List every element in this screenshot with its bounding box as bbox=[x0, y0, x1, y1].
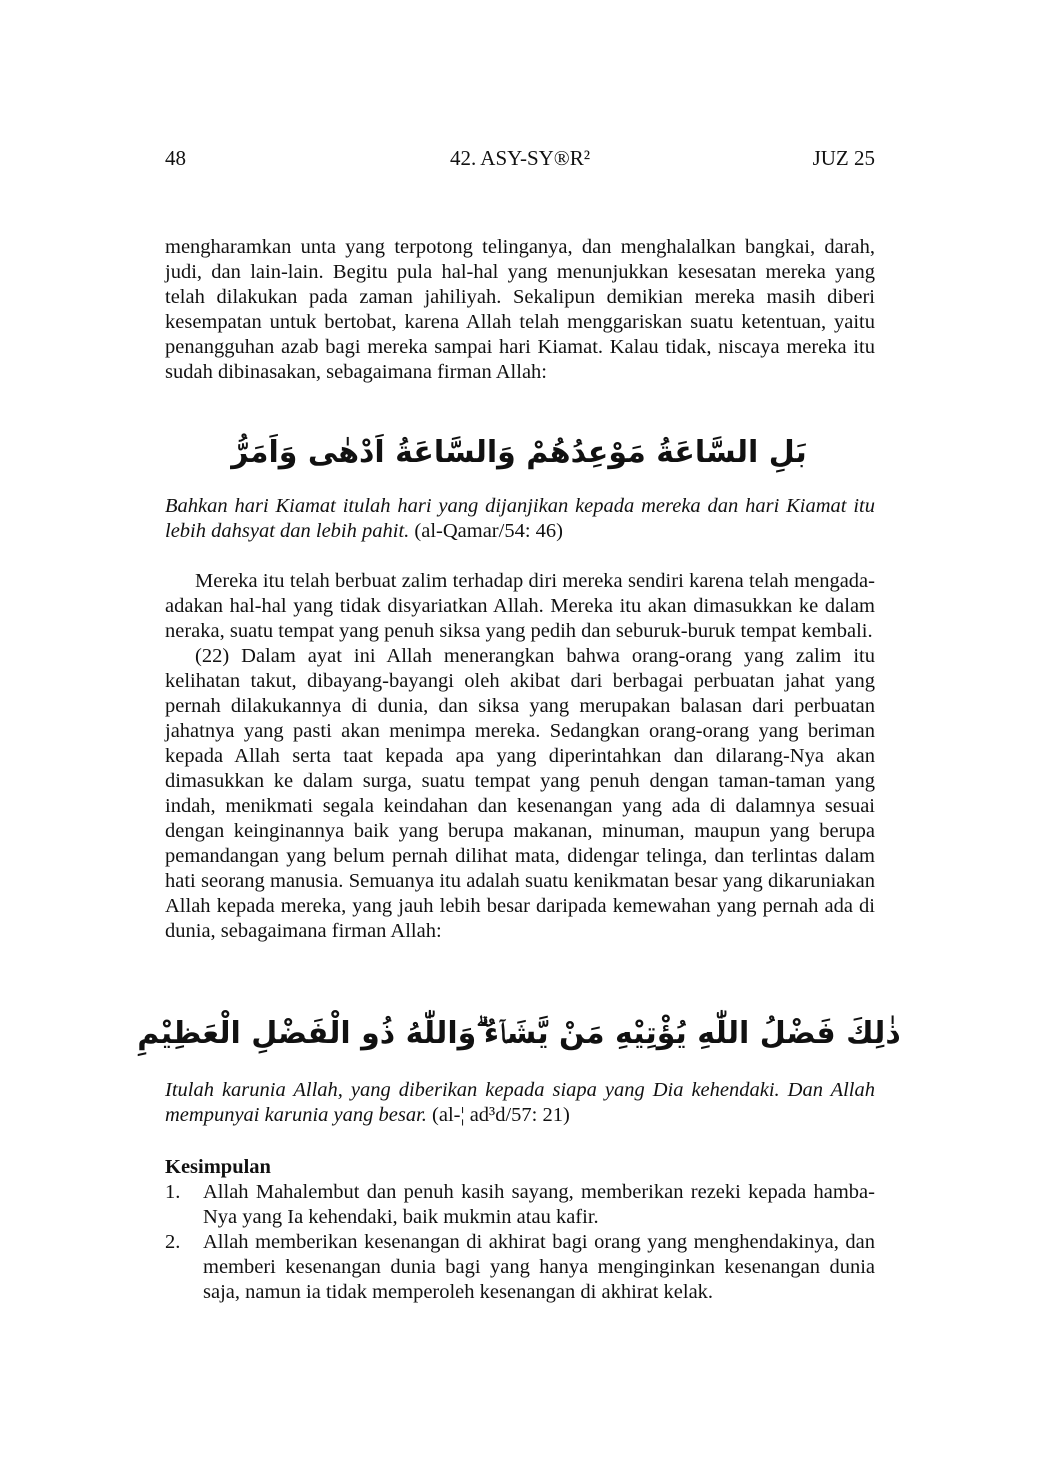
arabic-verse-1: بَلِ السَّاعَةُ مَوْعِدُهُمْ وَالسَّاعَةُ اَدْهٰى وَاَمَرُّ bbox=[231, 435, 807, 470]
paragraph-1: mengharamkan unta yang terpotong telinganya, dan menghalalkan bangkai, darah, judi, dan lain-lain. Begitu pula hal-hal yang menunjukkan kesesatan mereka yang telah dilakukan pada zaman jahiliyah. Sekalipun demikian mereka masih diberi kesempatan untuk bertobat, karena Allah telah menggariskan suatu ketentuan, yaitu penangguhan azab bagi mereka sampai hari Kiamat. Kalau tidak, niscaya mereka itu sudah dibinasakan, sebagaimana firman Allah: bbox=[165, 236, 875, 383]
body-section-2 bbox=[165, 569, 875, 944]
chapter-title: 42. ASY-SY®R² bbox=[449, 146, 591, 170]
list-item-text: Allah memberikan kesenangan di akhirat bagi orang yang menghendakinya, dan memberi kesenangan dunia bagi yang hanya menginginkan kesenangan dunia saja, namun ia tidak memperoleh kesenangan di akhirat kelak. bbox=[203, 1231, 875, 1303]
conclusion-list bbox=[165, 1180, 875, 1305]
conclusion-heading: Kesimpulan bbox=[165, 1156, 271, 1178]
list-item-text: Allah Mahalembut dan penuh kasih sayang, memberikan rezeki kepada hamba-Nya yang Ia kehendaki, baik mukmin atau kafir. bbox=[203, 1181, 875, 1228]
verse-1-translation: Bahkan hari Kiamat itulah hari yang dijanjikan kepada mereka dan hari Kiamat itu lebih dahsyat dan lebih pahit. bbox=[165, 495, 875, 542]
page-number: 48 bbox=[165, 146, 186, 170]
verse-2-reference: (al-¦ ad³d/57: 21) bbox=[426, 1104, 570, 1126]
verse-1-reference: (al-Qamar/54: 46) bbox=[409, 520, 563, 542]
list-item bbox=[165, 1230, 875, 1305]
juz-label: JUZ 25 bbox=[812, 146, 875, 170]
list-item bbox=[165, 1180, 875, 1230]
running-header bbox=[165, 145, 875, 171]
list-item-number: 1. bbox=[165, 1181, 181, 1203]
verse-2-translation-block bbox=[165, 1078, 875, 1128]
paragraph-3: (22) Dalam ayat ini Allah menerangkan bahwa orang-orang yang zalim itu kelihatan takut, dibayang-bayangi oleh akibat dari berbagai perbuatan jahat yang pernah dilakukannya di dunia, dan siksa yang merupakan balasan dari perbuatan jahatnya yang pasti akan menimpa mereka. Sedangkan orang-orang yang beriman kepada Allah serta taat kepada apa yang diperintahkan dan dilarang-Nya akan dimasukkan ke dalam surga, suatu tempat yang penuh dengan taman-taman yang indah, menikmati segala keindahan dan kesenangan yang ada di dalamnya sesuai dengan keinginannya baik yang berupa makanan, minuman, maupun yang berupa pemandangan yang belum pernah dilihat mata, didengar telinga, dan terlintas dalam hati seorang manusia. Semuanya itu adalah suatu kenikmatan besar yang dikaruniakan Allah kepada mereka, yang jauh lebih besar daripada kemewahan yang pernah ada di dunia, sebagaimana firman Allah: bbox=[165, 645, 875, 942]
arabic-verse-2: ذٰلِكَ فَضْلُ اللّٰهِ يُؤْتِيْهِ مَنْ يَّشَاۤءُ ۗوَاللّٰهُ ذُو الْفَضْلِ الْعَظِيْمِ bbox=[137, 1016, 901, 1051]
verse-1-translation-block bbox=[165, 494, 875, 544]
verse-2-translation: Itulah karunia Allah, yang diberikan kepada siapa yang Dia kehendaki. Dan Allah mempunyai karunia yang besar. bbox=[165, 1079, 875, 1126]
body-section-1 bbox=[165, 235, 875, 385]
paragraph-2: Mereka itu telah berbuat zalim terhadap diri mereka sendiri karena telah mengada-adakan hal-hal yang tidak disyariatkan Allah. Mereka itu akan dimasukkan ke dalam neraka, suatu tempat yang penuh siksa yang pedih dan seburuk-buruk tempat kembali. bbox=[165, 570, 875, 642]
list-item-number: 2. bbox=[165, 1231, 181, 1253]
